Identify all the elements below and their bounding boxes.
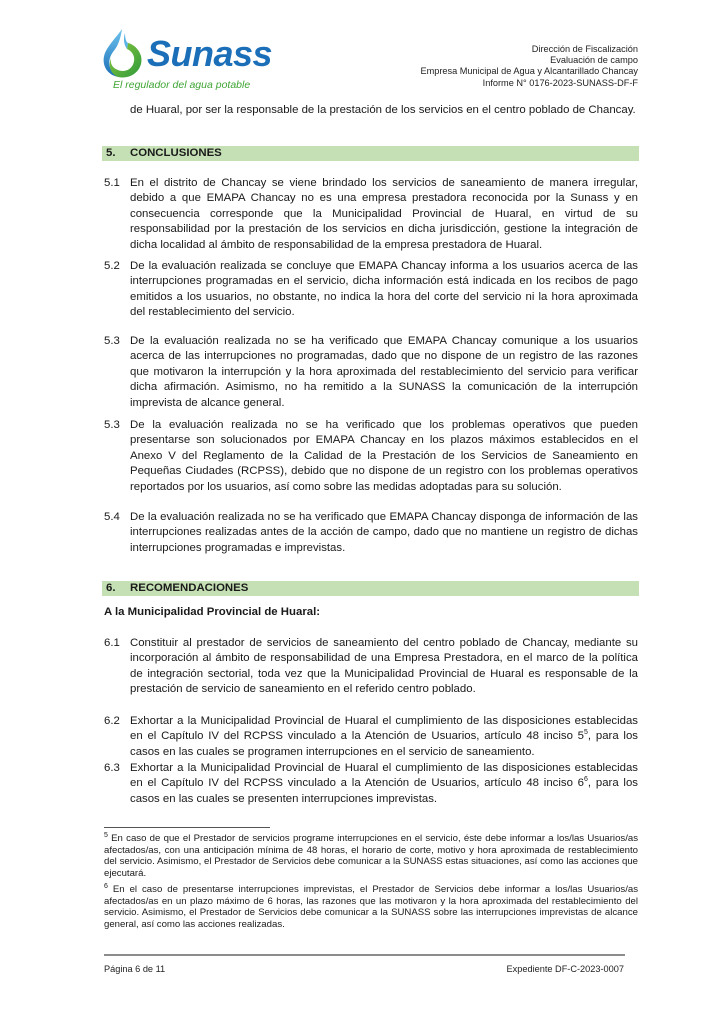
item-number: 5.1 <box>104 177 120 189</box>
continuation-paragraph: de Huaral, por ser la responsable de la prestación de los servicios en el centro poblado de Chancay. <box>130 104 636 116</box>
section-5-title: CONCLUSIONES <box>130 147 222 159</box>
item-number: 6.1 <box>104 637 120 649</box>
header-line-directorate: Dirección de Fiscalización <box>531 44 638 54</box>
logo-tagline: El regulador del agua potable <box>113 79 251 91</box>
item-number: 6.3 <box>104 762 120 774</box>
document-header-info <box>420 44 638 89</box>
logo-wordmark: Sunass <box>147 33 273 74</box>
section-5-heading <box>102 146 639 161</box>
footnote-6 <box>104 884 638 930</box>
conclusion-item <box>104 176 638 253</box>
item-text: Constituir al prestador de servicios de saneamiento del centro poblado de Chancay, mediante su incorporación al ámbito de responsabilidad de una Empresa Prestadora, en el marco de la política de integración sectorial, toda vez que la Municipalidad Provincial de Huaral es responsable de la prestación de servicio de saneamiento en el referido centro poblado. <box>130 637 638 696</box>
footnote-ref-5[interactable]: 5 <box>584 729 588 737</box>
item-number: 5.3 <box>104 419 120 431</box>
conclusion-item <box>104 334 638 411</box>
footnote-separator <box>104 827 270 828</box>
sunass-logo <box>98 27 273 93</box>
footnote-mark: 6 <box>104 882 108 890</box>
section-5-number: 5. <box>106 147 116 159</box>
item-text <box>130 714 638 760</box>
item-number: 5.2 <box>104 260 120 272</box>
item-number: 5.4 <box>104 511 120 523</box>
footnote-mark: 5 <box>104 831 108 839</box>
item-text-tail: , para los casos en las cuales se programen interrupciones en el servicio de saneamiento. <box>130 730 638 758</box>
item-number: 6.2 <box>104 715 120 727</box>
item-text: De la evaluación realizada no se ha verificado que EMAPA Chancay comunique a los usuarios acerca de las interrupciones no programadas, dado que no dispone de un registro de las razones que motivaron la interrupción y la hora aproximada del restablecimiento del servicio para verificar dicha afirmación. Asimismo, no ha remitido a la SUNASS la comunicación de la interrupción imprevista de alcance general. <box>130 335 638 409</box>
header-line-evaluation: Evaluación de campo <box>550 55 638 66</box>
item-text: De la evaluación realizada no se ha verificado que EMAPA Chancay disponga de información de las interrupciones realizadas antes de la acción de campo, dado que no mantiene un registro de dichas interrupciones programadas e imprevistas. <box>130 511 638 554</box>
footnote-5 <box>104 833 638 879</box>
section-6-heading <box>102 581 639 596</box>
item-text: De la evaluación realizada no se ha verificado que los problemas operativos que pueden presentarse son solucionados por EMAPA Chancay en los plazos máximos establecidos en el Anexo V del Reglamento de la Calidad de la Prestación de los Servicios de Saneamiento en Pequeñas Ciudades (RCPSS), debido que no dispone de un registro con los problemas operativos reportados por los usuarios, así como sobre las medidas adoptadas para su solución. <box>130 419 638 493</box>
item-number: 5.3 <box>104 335 120 347</box>
item-text-tail: , para los casos en las cuales se presenten interrupciones imprevistas. <box>130 777 638 805</box>
recommendation-item <box>104 714 638 760</box>
recommendation-item <box>104 761 638 807</box>
footer-rule <box>104 954 625 956</box>
item-text-main: Exhortar a la Municipalidad Provincial de Huaral el cumplimiento de las disposiciones establecidas en el Capítulo IV del RCPSS vinculado a la Atención de Usuarios, artículo 48 inciso 5 <box>130 715 638 743</box>
header-line-company: Empresa Municipal de Agua y Alcantarillado Chancay <box>420 66 638 77</box>
item-text-main: Exhortar a la Municipalidad Provincial de Huaral el cumplimiento de las disposiciones establecidas en el Capítulo IV del RCPSS vinculado a la Atención de Usuarios, artículo 48 inciso 6 <box>130 762 638 790</box>
section-6-number: 6. <box>106 582 116 594</box>
conclusion-item <box>104 510 638 556</box>
item-text: De la evaluación realizada se concluye que EMAPA Chancay informa a los usuarios acerca de las interrupciones programadas en el servicio, dicha información está indicada en los recibos de pago emitidos a los usuarios, no obstante, no indica la hora del corte del servicio ni la hora aproximada del restablecimiento del servicio. <box>130 260 638 319</box>
section-6-title: RECOMENDACIONES <box>130 582 249 594</box>
water-drop-icon <box>98 27 148 79</box>
page-number: Página 6 de 11 <box>104 964 166 974</box>
footnote-ref-6[interactable]: 6 <box>584 776 588 784</box>
item-text: En el distrito de Chancay se viene brindado los servicios de saneamiento de manera irregular, debido a que EMAPA Chancay no es una empresa prestadora reconocida por la Sunass y en consecuencia corresponde que la Municipalidad Provincial de Huaral, en virtud de su responsabilidad por la prestación de los servicios en dicha jurisdicción, gestione la integración de dicha localidad al ámbito de responsabilidad de la empresa prestadora de Huaral. <box>130 177 638 251</box>
footnote-text: En el caso de presentarse interrupciones imprevistas, el Prestador de Servicios debe informar a los/las Usuarios/as afectados/as en un plazo máximo de 6 horas, las razones que las motivaron y la hora aproximada del restablecimiento del servicio. Asimismo, el Prestador de Servicios debe comunicar a la SUNASS sobre las interrupciones imprevistas de alcance general, así como las acciones realizadas. <box>104 884 638 930</box>
recommendation-subheading: A la Municipalidad Provincial de Huaral: <box>104 606 321 618</box>
item-text <box>130 761 638 807</box>
footnote-text: En caso de que el Prestador de servicios programe interrupciones en el servicio, éste debe informar a los/las Usuarios/as afectados/as, con una anticipación mínima de 48 horas, el horario de corte, motivo y hora aproximada de restablecimiento del servicio. Asimismo, el Prestador de Servicios debe comunicar a la SUNASS estas situaciones, así como las acciones que ejecutará. <box>104 833 638 879</box>
recommendation-item <box>104 636 638 698</box>
header-line-report-number: Informe N° 0176-2023-SUNASS-DF-F <box>482 77 638 88</box>
expediente-number: Expediente DF-C-2023-0007 <box>506 964 624 974</box>
conclusion-item <box>104 259 638 321</box>
conclusion-item <box>104 418 638 495</box>
